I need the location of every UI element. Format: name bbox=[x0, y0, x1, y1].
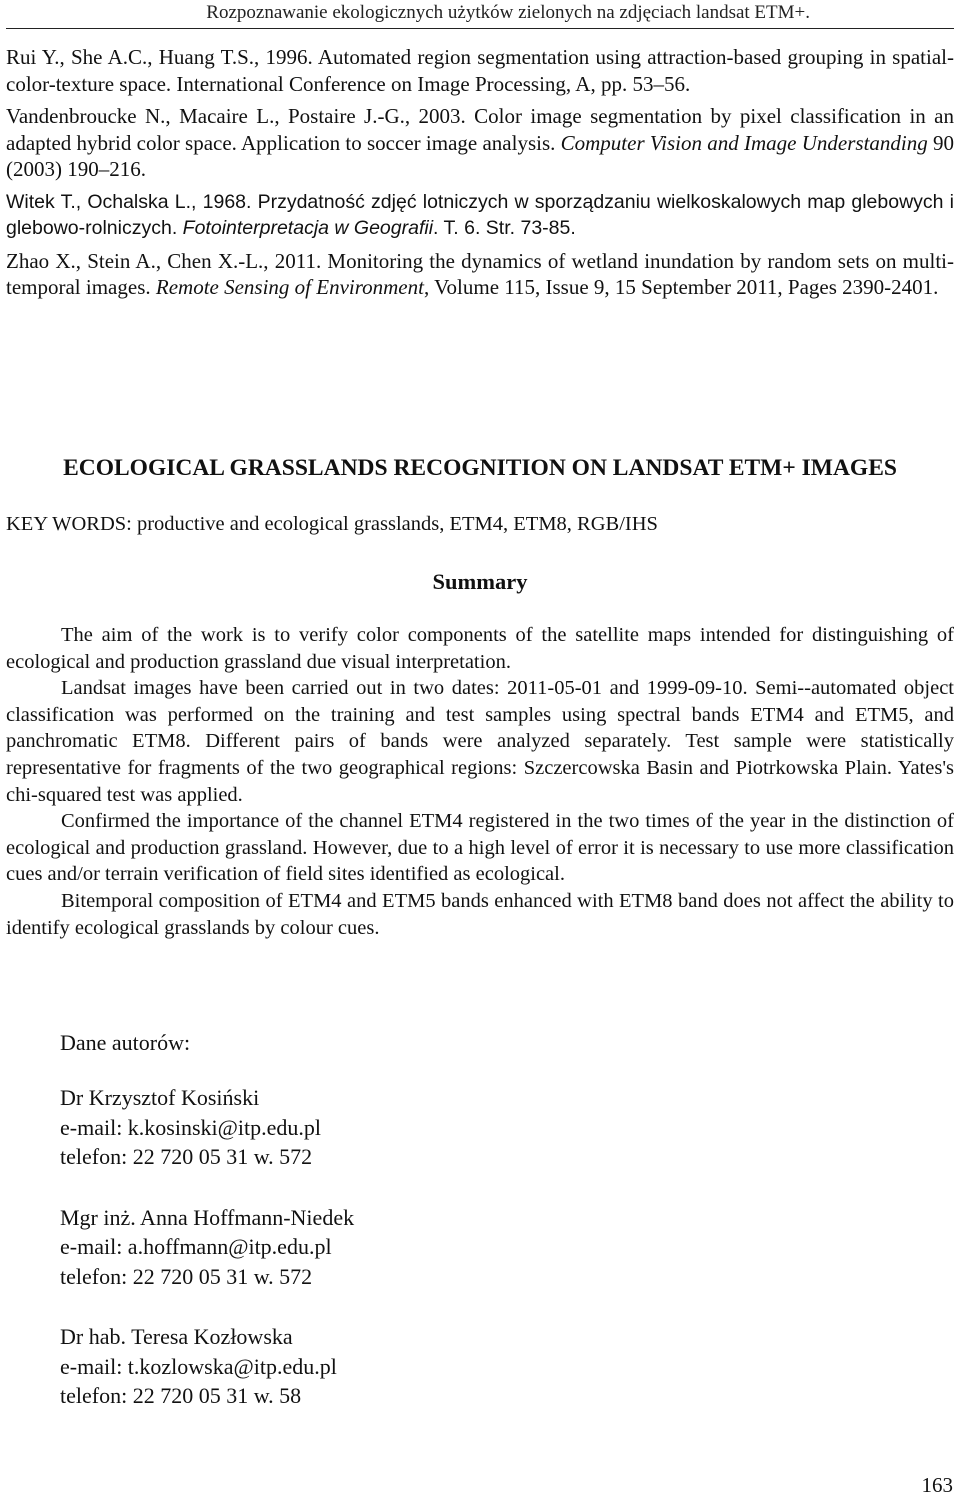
reference-source-title: Computer Vision and Image Understanding bbox=[560, 130, 928, 155]
reference-text: . T. 6. Str. 73-85. bbox=[433, 217, 576, 239]
summary-body bbox=[6, 622, 954, 941]
author-name: Dr hab. Teresa Kozłowska bbox=[60, 1324, 293, 1349]
author-email: e-mail: t.kozlowska@itp.edu.pl bbox=[60, 1353, 337, 1379]
author-block bbox=[60, 1203, 354, 1292]
author-block bbox=[60, 1083, 354, 1172]
authors-heading: Dane autorów: bbox=[60, 1030, 191, 1055]
reference-entry bbox=[6, 189, 954, 242]
page-number: 163 bbox=[921, 1473, 953, 1497]
author-phone: telefon: 22 720 05 31 w. 572 bbox=[60, 1263, 313, 1289]
author-name: Mgr inż. Anna Hoffmann-Niedek bbox=[60, 1204, 355, 1230]
summary-paragraph: Confirmed the importance of the channel ETM4 registered in the two times of the year in the distinction of ecological and production grassland. However, due to a high level of error it is necessary to use more classification cues and/or terrain verification of field sites identified as ecological. bbox=[6, 810, 954, 886]
author-email: e-mail: a.hoffmann@itp.edu.pl bbox=[60, 1234, 332, 1259]
author-email: e-mail: k.kosinski@itp.edu.pl bbox=[60, 1114, 322, 1140]
reference-source-title: Fotointerpretacja w Geografii bbox=[182, 217, 434, 239]
summary-paragraph: The aim of the work is to verify color components of the satellite maps intended for distinguishing of ecological and production grassland due visual interpretation. bbox=[6, 624, 954, 673]
running-header: Rozpoznawanie ekologicznych użytków zielonych na zdjęciach landsat ETM+. bbox=[206, 2, 810, 23]
paper-title: ECOLOGICAL GRASSLANDS RECOGNITION ON LANDSAT ETM+ IMAGES bbox=[63, 455, 897, 481]
author-name: Dr Krzysztof Kosiński bbox=[60, 1085, 260, 1110]
author-phone: telefon: 22 720 05 31 w. 572 bbox=[60, 1144, 313, 1169]
author-block bbox=[60, 1322, 354, 1411]
reference-text: Zhao X., Stein A., Chen X.-L., 2011. Monitoring the dynamics of wetland inundation by random sets on multi-temporal images. bbox=[6, 248, 954, 299]
author-phone: telefon: 22 720 05 31 w. 58 bbox=[60, 1383, 302, 1408]
reference-entry bbox=[6, 248, 954, 301]
reference-entry bbox=[6, 103, 954, 183]
reference-text: Rui Y., She A.C., Huang T.S., 1996. Automated region segmentation using attraction-based grouping in spatial-color-texture space. International Conference on Image Processing, A, pp. 53–56. bbox=[6, 45, 954, 96]
reference-text: , Volume 115, Issue 9, 15 September 2011, Pages 2390-2401. bbox=[423, 275, 939, 299]
references-list bbox=[6, 44, 954, 307]
reference-text: 90 (2003) 190–216. bbox=[6, 130, 955, 181]
reference-text: Vandenbroucke N., Macaire L., Postaire J.-G., 2003. Color image segmentation by pixel classification in an adapted hybrid color space. Application to soccer image analysis. bbox=[6, 104, 954, 155]
reference-entry bbox=[6, 44, 954, 97]
summary-heading: Summary bbox=[432, 569, 528, 594]
summary-paragraph: Bitemporal composition of ETM4 and ETM5 bands enhanced with ETM8 band does not affect the ability to identify ecological grasslands by colour cues. bbox=[6, 889, 954, 939]
authors-section bbox=[60, 1030, 354, 1442]
keywords: KEY WORDS: productive and ecological grasslands, ETM4, ETM8, RGB/IHS bbox=[6, 513, 658, 535]
summary-paragraph: Landsat images have been carried out in two dates: 2011-05-01 and 1999-09-10. Semi--automated object classification was performed on the training and test samples using spectral bands ETM4 and ETM5, and panchromatic ETM8. Different pairs of bands were analyzed separately. Test sample were statistically representative for fragments of the two geographical regions: Szczercowska Basin and Piotrkowska Plain. Yates's chi-squared test was applied. bbox=[6, 677, 954, 806]
reference-source-title: Remote Sensing of Environment bbox=[155, 275, 424, 299]
reference-text: Witek T., Ochalska L., 1968. Przydatność zdjęć lotniczych w sporządzaniu wielkoskalowych map glebowych i glebowo-rolniczych. bbox=[6, 190, 954, 239]
header-rule bbox=[6, 28, 954, 29]
